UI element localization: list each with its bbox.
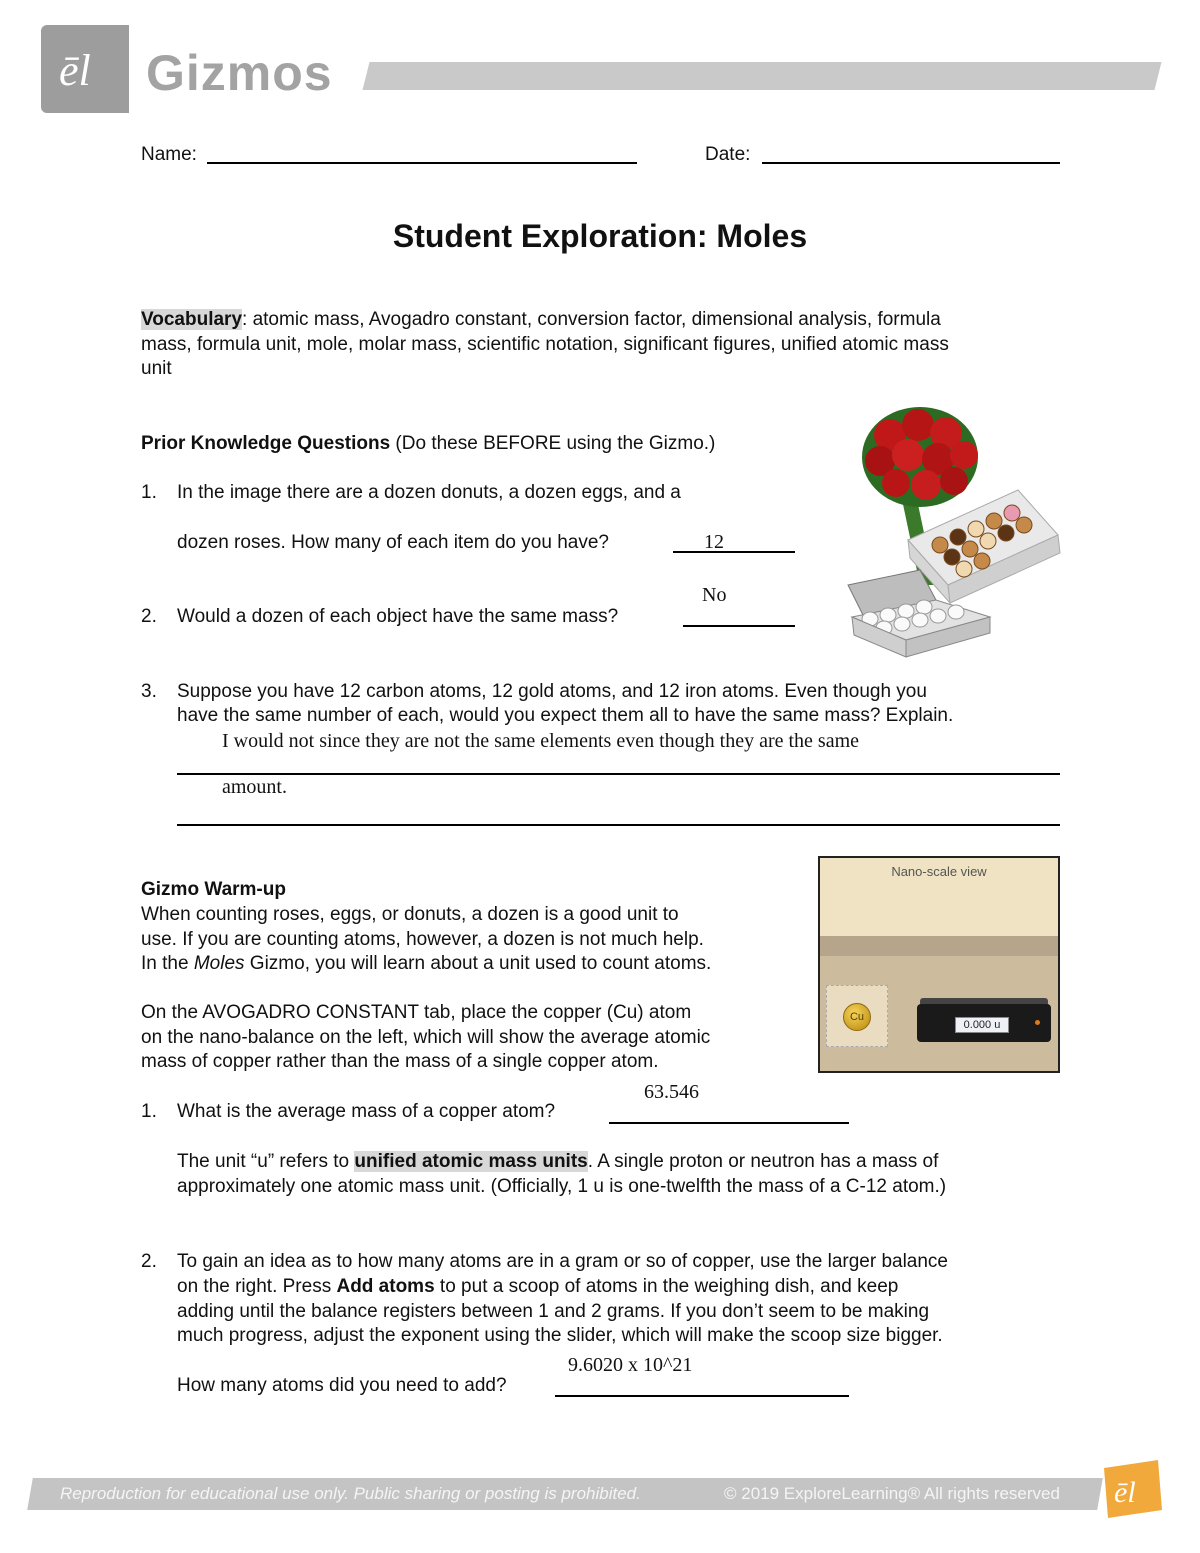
warmup-q2-text-3: adding until the balance registers between 1 and 2 grams. If you don’t seem to be making <box>177 1301 930 1322</box>
unit-note-line-1: The unit “u” refers to unified atomic mass units. A single proton or neutron has a mass of <box>177 1151 939 1172</box>
nano-view-title: Nano-scale view <box>891 864 987 879</box>
el-logo-icon <box>41 25 129 113</box>
brand-name: Gizmos <box>146 45 333 101</box>
warmup-heading: Gizmo Warm-up <box>141 879 286 900</box>
warmup-q2-text-2: on the right. Press Add atoms to put a scoop of atoms in the weighing dish, and keep <box>177 1276 899 1297</box>
footer-notice: Reproduction for educational use only. Public sharing or posting is prohibited. <box>60 1484 641 1503</box>
warmup-q2-answer-line[interactable] <box>555 1395 849 1397</box>
explorelearning-logo-icon <box>1098 1458 1166 1520</box>
warmup-p1-line-1: When counting roses, eggs, or donuts, a dozen is a good unit to <box>141 904 679 925</box>
nano-scale-view <box>818 856 1060 1073</box>
prior-q3-answer-line-2[interactable] <box>177 824 1060 826</box>
unit-note-line-2: approximately one atomic mass unit. (Officially, 1 u is one-twelfth the mass of a C-12 atom.) <box>177 1176 947 1197</box>
prior-q3-answer-2: amount. <box>222 776 287 798</box>
balance-led-icon <box>1035 1020 1040 1025</box>
prior-q3-text-1: Suppose you have 12 carbon atoms, 12 gold atoms, and 12 iron atoms. Even though you <box>177 681 927 702</box>
prior-q3-number: 3. <box>141 681 157 702</box>
prior-q2-number: 2. <box>141 606 157 627</box>
prior-q1-text-2: dozen roses. How many of each item do you have? <box>177 532 609 553</box>
donut-box-icon <box>908 490 1060 603</box>
date-field[interactable] <box>762 162 1060 164</box>
prior-knowledge-heading: Prior Knowledge Questions (Do these BEFORE using the Gizmo.) <box>141 433 716 454</box>
gizmos-logo <box>41 25 129 113</box>
prior-q3-answer-1: I would not since they are not the same elements even though they are the same <box>222 730 860 752</box>
warmup-p2-line-3: mass of copper rather than the mass of a single copper atom. <box>141 1051 659 1072</box>
prior-q1-number: 1. <box>141 482 157 503</box>
warmup-q2-number: 2. <box>141 1251 157 1272</box>
page-title: Student Exploration: Moles <box>392 218 808 254</box>
prior-q2-text: Would a dozen of each object have the same mass? <box>177 606 619 627</box>
svg-text:ēl: ēl <box>1114 1476 1136 1509</box>
prior-q3-answer-line-1[interactable] <box>177 773 1060 775</box>
balance-reading: 0.000 u <box>955 1017 1009 1033</box>
prior-q1-answer: 12 <box>704 531 724 553</box>
warmup-q2-answer: 9.6020 x 10^21 <box>568 1354 693 1376</box>
warmup-q1-text: What is the average mass of a copper atom? <box>177 1101 556 1122</box>
vocabulary-line-3: unit <box>141 358 172 379</box>
copper-atom-icon[interactable]: Cu <box>843 1003 871 1031</box>
prior-q3-text-2: have the same number of each, would you expect them all to have the same mass? Explain. <box>177 705 954 726</box>
header-bar <box>363 62 1162 90</box>
nano-balance <box>917 1004 1051 1042</box>
prior-q1-text-1: In the image there are a dozen donuts, a dozen eggs, and a <box>177 482 681 503</box>
dozen-items-illustration <box>840 395 1062 665</box>
vocabulary-line-2: mass, formula unit, mole, molar mass, scientific notation, significant figures, unified atomic mass <box>141 334 949 355</box>
warmup-p1-line-2: use. If you are counting atoms, however, a dozen is not much help. <box>141 929 704 950</box>
prior-q1-answer-line[interactable] <box>673 551 795 553</box>
warmup-q1-answer: 63.546 <box>644 1081 699 1103</box>
footer-copyright: © 2019 ExploreLearning® All rights reserved <box>724 1484 1060 1503</box>
name-label: Name: <box>141 144 197 165</box>
warmup-q2-text-1: To gain an idea as to how many atoms are in a gram or so of copper, use the larger balance <box>177 1251 949 1272</box>
warmup-p2-line-2: on the nano-balance on the left, which will show the average atomic <box>141 1027 711 1048</box>
date-label: Date: <box>705 144 751 165</box>
warmup-p1-line-3: In the Moles Gizmo, you will learn about a unit used to count atoms. <box>141 953 712 974</box>
prior-q2-answer-line[interactable] <box>683 625 795 627</box>
name-field[interactable] <box>207 162 637 164</box>
vocabulary-label: Vocabulary <box>141 309 243 330</box>
warmup-p2-line-1: On the AVOGADRO CONSTANT tab, place the copper (Cu) atom <box>141 1002 692 1023</box>
copper-atom-tile[interactable] <box>826 985 888 1047</box>
warmup-q2-text-5: How many atoms did you need to add? <box>177 1375 507 1396</box>
svg-text:ēl: ēl <box>59 46 91 95</box>
vocabulary-line-1: Vocabulary: atomic mass, Avogadro constant, conversion factor, dimensional analysis, formula <box>141 309 941 330</box>
prior-q2-answer: No <box>702 584 727 606</box>
warmup-q2-text-4: much progress, adjust the exponent using the slider, which will make the scoop size bigger. <box>177 1325 943 1346</box>
warmup-q1-number: 1. <box>141 1101 157 1122</box>
warmup-q1-answer-line[interactable] <box>609 1122 849 1124</box>
